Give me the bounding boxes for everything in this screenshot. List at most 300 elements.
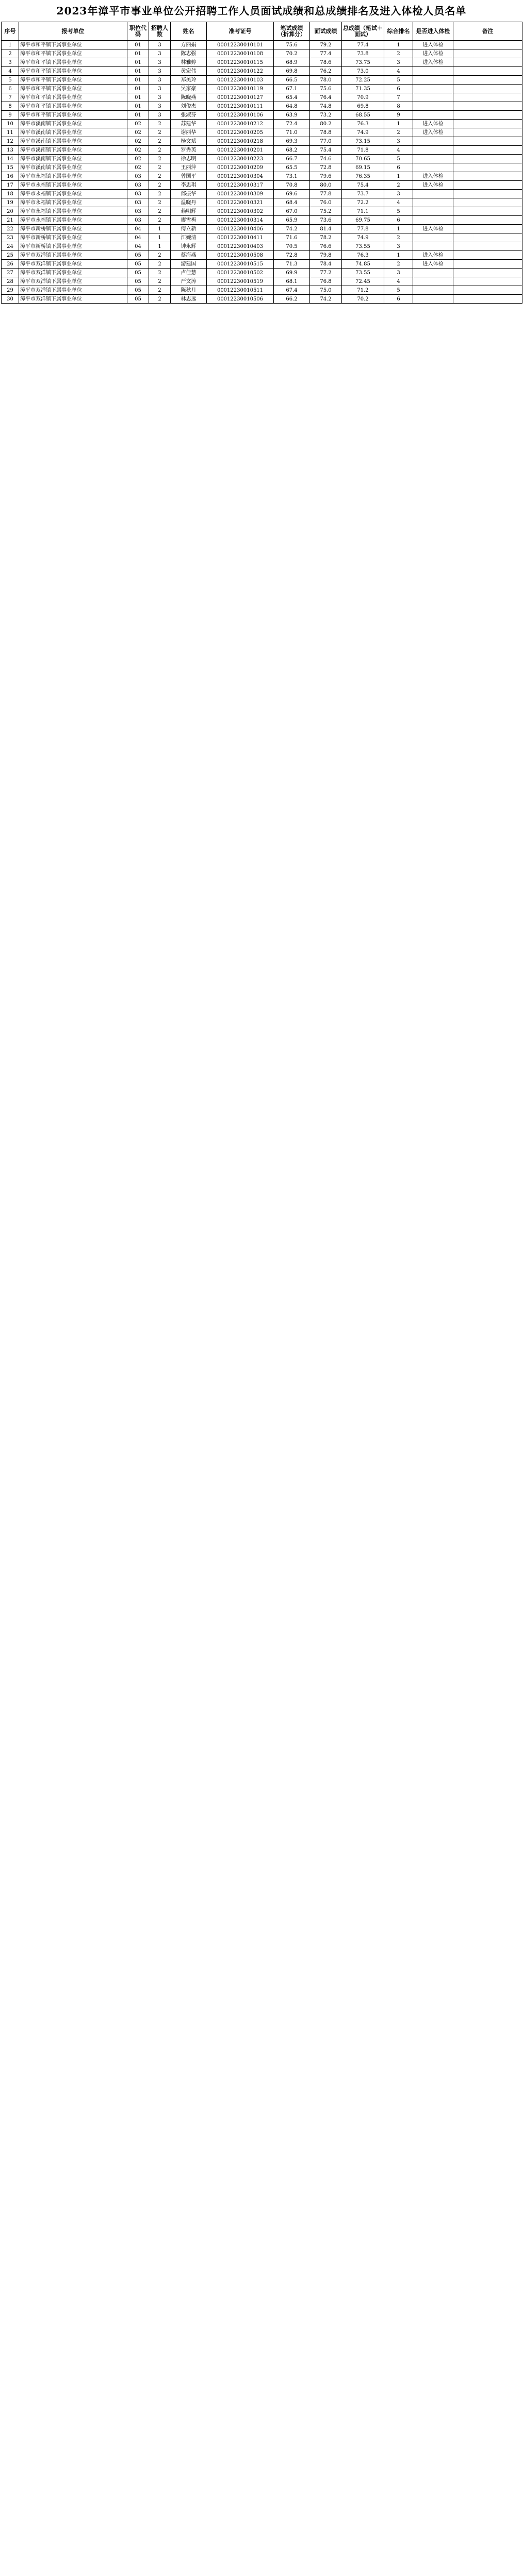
- cell-col-remark: [453, 286, 522, 295]
- cell-col-unit: 漳平市双洋镇下属事业单位: [19, 286, 127, 295]
- cell-col-remark: [453, 49, 522, 58]
- cell-col-total: 68.55: [342, 111, 384, 120]
- cell-col-unit: 漳平市和平镇下属事业单位: [19, 58, 127, 67]
- cell-col-total: 76.3: [342, 120, 384, 128]
- cell-col-seq: 10: [2, 120, 19, 128]
- cell-col-seq: 22: [2, 225, 19, 233]
- cell-col-interview: 73.6: [310, 216, 342, 225]
- cell-col-interview: 76.6: [310, 242, 342, 251]
- table-row: [2, 85, 522, 93]
- cell-col-rank: 3: [384, 58, 413, 67]
- cell-col-written: 68.2: [274, 146, 310, 155]
- cell-col-seq: 20: [2, 207, 19, 216]
- cell-col-written: 73.1: [274, 172, 310, 181]
- cell-col-code: 04: [127, 225, 149, 233]
- cell-col-count: 2: [149, 155, 171, 163]
- cell-col-interview: 78.8: [310, 128, 342, 137]
- cell-col-physical: [413, 93, 453, 102]
- cell-col-name: 邱振华: [171, 190, 207, 198]
- cell-col-physical: [413, 137, 453, 146]
- cell-col-unit: 漳平市和平镇下属事业单位: [19, 41, 127, 49]
- cell-col-total: 69.8: [342, 102, 384, 111]
- cell-col-name: 温晓丹: [171, 198, 207, 207]
- cell-col-rank: 1: [384, 120, 413, 128]
- cell-col-rank: 5: [384, 76, 413, 85]
- cell-col-unit: 漳平市永福镇下属事业单位: [19, 216, 127, 225]
- cell-col-total: 71.8: [342, 146, 384, 155]
- cell-col-remark: [453, 269, 522, 277]
- cell-col-interview: 79.6: [310, 172, 342, 181]
- cell-col-rank: 3: [384, 190, 413, 198]
- table-row: [2, 120, 522, 128]
- cell-col-physical: [413, 216, 453, 225]
- cell-col-physical: [413, 163, 453, 172]
- cell-col-code: 03: [127, 181, 149, 190]
- table-row: [2, 49, 522, 58]
- cell-col-seq: 2: [2, 49, 19, 58]
- cell-col-code: 02: [127, 128, 149, 137]
- cell-col-remark: [453, 181, 522, 190]
- cell-col-written: 69.3: [274, 137, 310, 146]
- cell-col-physical: [413, 102, 453, 111]
- cell-col-ticket: 00012230010508: [207, 251, 274, 260]
- cell-col-ticket: 00012230010515: [207, 260, 274, 269]
- cell-col-written: 72.8: [274, 251, 310, 260]
- cell-col-written: 68.1: [274, 277, 310, 286]
- cell-col-written: 67.0: [274, 207, 310, 216]
- cell-col-count: 2: [149, 286, 171, 295]
- cell-col-seq: 17: [2, 181, 19, 190]
- cell-col-code: 01: [127, 58, 149, 67]
- cell-col-code: 01: [127, 111, 149, 120]
- cell-col-physical: [413, 76, 453, 85]
- cell-col-unit: 漳平市永福镇下属事业单位: [19, 198, 127, 207]
- cell-col-unit: 漳平市和平镇下属事业单位: [19, 111, 127, 120]
- cell-col-physical: [413, 295, 453, 304]
- cell-col-code: 02: [127, 163, 149, 172]
- cell-col-interview: 75.2: [310, 207, 342, 216]
- cell-col-ticket: 00012230010511: [207, 286, 274, 295]
- cell-col-total: 69.75: [342, 216, 384, 225]
- cell-col-count: 2: [149, 137, 171, 146]
- cell-col-seq: 5: [2, 76, 19, 85]
- cell-col-ticket: 00012230010302: [207, 207, 274, 216]
- cell-col-code: 01: [127, 67, 149, 76]
- cell-col-count: 3: [149, 76, 171, 85]
- cell-col-seq: 21: [2, 216, 19, 225]
- table-row: [2, 207, 522, 216]
- cell-col-unit: 漳平市新桥镇下属事业单位: [19, 225, 127, 233]
- cell-col-code: 01: [127, 102, 149, 111]
- cell-col-written: 66.7: [274, 155, 310, 163]
- cell-col-remark: [453, 260, 522, 269]
- cell-col-total: 74.9: [342, 233, 384, 242]
- cell-col-name: 谢丽华: [171, 128, 207, 137]
- cell-col-physical: [413, 111, 453, 120]
- cell-col-name: 苏建华: [171, 120, 207, 128]
- header-col-count: 招聘人数: [149, 22, 171, 41]
- cell-col-seq: 23: [2, 233, 19, 242]
- cell-col-written: 63.9: [274, 111, 310, 120]
- cell-col-count: 2: [149, 163, 171, 172]
- cell-col-ticket: 00012230010411: [207, 233, 274, 242]
- cell-col-interview: 80.2: [310, 120, 342, 128]
- cell-col-rank: 4: [384, 67, 413, 76]
- table-body: [2, 41, 522, 304]
- cell-col-written: 69.6: [274, 190, 310, 198]
- table-row: [2, 137, 522, 146]
- cell-col-total: 76.3: [342, 251, 384, 260]
- cell-col-code: 02: [127, 146, 149, 155]
- cell-col-remark: [453, 233, 522, 242]
- table-row: [2, 242, 522, 251]
- cell-col-count: 3: [149, 85, 171, 93]
- cell-col-ticket: 00012230010108: [207, 49, 274, 58]
- table-row: [2, 76, 522, 85]
- cell-col-interview: 79.2: [310, 41, 342, 49]
- cell-col-unit: 漳平市溪南镇下属事业单位: [19, 163, 127, 172]
- cell-col-remark: [453, 67, 522, 76]
- cell-col-ticket: 00012230010122: [207, 67, 274, 76]
- cell-col-code: 01: [127, 41, 149, 49]
- cell-col-remark: [453, 163, 522, 172]
- cell-col-total: 73.55: [342, 242, 384, 251]
- cell-col-seq: 1: [2, 41, 19, 49]
- cell-col-physical: 进入体检: [413, 251, 453, 260]
- cell-col-physical: [413, 286, 453, 295]
- cell-col-physical: [413, 146, 453, 155]
- cell-col-name: 刘俊杰: [171, 102, 207, 111]
- cell-col-ticket: 00012230010317: [207, 181, 274, 190]
- cell-col-written: 66.5: [274, 76, 310, 85]
- cell-col-code: 03: [127, 207, 149, 216]
- cell-col-rank: 2: [384, 181, 413, 190]
- cell-col-code: 02: [127, 137, 149, 146]
- cell-col-total: 75.4: [342, 181, 384, 190]
- table-row: [2, 41, 522, 49]
- cell-col-physical: [413, 190, 453, 198]
- cell-col-total: 77.4: [342, 41, 384, 49]
- cell-col-total: 72.45: [342, 277, 384, 286]
- cell-col-interview: 78.0: [310, 76, 342, 85]
- cell-col-count: 2: [149, 190, 171, 198]
- table-row: [2, 102, 522, 111]
- cell-col-code: 02: [127, 155, 149, 163]
- cell-col-total: 71.35: [342, 85, 384, 93]
- cell-col-count: 2: [149, 260, 171, 269]
- cell-col-total: 70.65: [342, 155, 384, 163]
- header-col-physical: 是否进入体检: [413, 22, 453, 41]
- table-row: [2, 277, 522, 286]
- cell-col-rank: 2: [384, 260, 413, 269]
- cell-col-written: 64.8: [274, 102, 310, 111]
- cell-col-name: 张淑芬: [171, 111, 207, 120]
- cell-col-code: 01: [127, 49, 149, 58]
- cell-col-ticket: 00012230010304: [207, 172, 274, 181]
- cell-col-code: 05: [127, 269, 149, 277]
- cell-col-seq: 29: [2, 286, 19, 295]
- results-table: [1, 22, 522, 304]
- cell-col-seq: 13: [2, 146, 19, 155]
- cell-col-total: 70.2: [342, 295, 384, 304]
- cell-col-code: 03: [127, 216, 149, 225]
- cell-col-physical: [413, 242, 453, 251]
- header-col-total: 总成绩（笔试＋面试）: [342, 22, 384, 41]
- cell-col-remark: [453, 207, 522, 216]
- cell-col-count: 1: [149, 225, 171, 233]
- cell-col-code: 02: [127, 120, 149, 128]
- cell-col-count: 2: [149, 216, 171, 225]
- cell-col-name: 曾国平: [171, 172, 207, 181]
- cell-col-written: 65.4: [274, 93, 310, 102]
- cell-col-code: 01: [127, 93, 149, 102]
- header-col-interview: 面试成绩: [310, 22, 342, 41]
- cell-col-rank: 4: [384, 277, 413, 286]
- cell-col-total: 73.75: [342, 58, 384, 67]
- cell-col-seq: 6: [2, 85, 19, 93]
- cell-col-total: 71.2: [342, 286, 384, 295]
- cell-col-remark: [453, 146, 522, 155]
- cell-col-remark: [453, 102, 522, 111]
- cell-col-seq: 16: [2, 172, 19, 181]
- cell-col-name: 蔡海燕: [171, 251, 207, 260]
- cell-col-count: 3: [149, 111, 171, 120]
- cell-col-name: 陈晓燕: [171, 93, 207, 102]
- cell-col-unit: 漳平市溪南镇下属事业单位: [19, 128, 127, 137]
- cell-col-written: 75.6: [274, 41, 310, 49]
- cell-col-ticket: 00012230010502: [207, 269, 274, 277]
- cell-col-interview: 75.0: [310, 286, 342, 295]
- cell-col-unit: 漳平市和平镇下属事业单位: [19, 85, 127, 93]
- cell-col-seq: 11: [2, 128, 19, 137]
- cell-col-physical: 进入体检: [413, 41, 453, 49]
- cell-col-seq: 30: [2, 295, 19, 304]
- table-header-row: [2, 22, 522, 41]
- cell-col-code: 05: [127, 251, 149, 260]
- cell-col-ticket: 00012230010218: [207, 137, 274, 146]
- cell-col-rank: 7: [384, 93, 413, 102]
- cell-col-seq: 3: [2, 58, 19, 67]
- cell-col-unit: 漳平市永福镇下属事业单位: [19, 181, 127, 190]
- header-col-written: 笔试成绩（折算分）: [274, 22, 310, 41]
- cell-col-total: 73.55: [342, 269, 384, 277]
- cell-col-physical: [413, 269, 453, 277]
- cell-col-name: 陈志强: [171, 49, 207, 58]
- cell-col-seq: 8: [2, 102, 19, 111]
- cell-col-count: 2: [149, 198, 171, 207]
- cell-col-unit: 漳平市溪南镇下属事业单位: [19, 155, 127, 163]
- cell-col-code: 04: [127, 242, 149, 251]
- cell-col-ticket: 00012230010209: [207, 163, 274, 172]
- cell-col-ticket: 00012230010314: [207, 216, 274, 225]
- cell-col-interview: 80.0: [310, 181, 342, 190]
- table-row: [2, 172, 522, 181]
- cell-col-interview: 79.8: [310, 251, 342, 260]
- cell-col-seq: 19: [2, 198, 19, 207]
- cell-col-total: 76.35: [342, 172, 384, 181]
- cell-col-rank: 3: [384, 137, 413, 146]
- cell-col-remark: [453, 216, 522, 225]
- cell-col-count: 3: [149, 93, 171, 102]
- cell-col-seq: 26: [2, 260, 19, 269]
- table-row: [2, 260, 522, 269]
- cell-col-count: 2: [149, 295, 171, 304]
- cell-col-unit: 漳平市和平镇下属事业单位: [19, 67, 127, 76]
- header-col-name: 姓名: [171, 22, 207, 41]
- cell-col-total: 72.2: [342, 198, 384, 207]
- cell-col-rank: 9: [384, 111, 413, 120]
- cell-col-ticket: 00012230010115: [207, 58, 274, 67]
- cell-col-count: 2: [149, 269, 171, 277]
- cell-col-ticket: 00012230010106: [207, 111, 274, 120]
- cell-col-interview: 73.2: [310, 111, 342, 120]
- cell-col-interview: 77.0: [310, 137, 342, 146]
- cell-col-unit: 漳平市双洋镇下属事业单位: [19, 251, 127, 260]
- cell-col-remark: [453, 251, 522, 260]
- cell-col-unit: 漳平市和平镇下属事业单位: [19, 102, 127, 111]
- header-col-seq: 序号: [2, 22, 19, 41]
- cell-col-name: 赖明辉: [171, 207, 207, 216]
- cell-col-physical: 进入体检: [413, 181, 453, 190]
- cell-col-rank: 6: [384, 85, 413, 93]
- cell-col-seq: 7: [2, 93, 19, 102]
- cell-col-rank: 1: [384, 225, 413, 233]
- cell-col-written: 67.1: [274, 85, 310, 93]
- cell-col-unit: 漳平市双洋镇下属事业单位: [19, 269, 127, 277]
- cell-col-rank: 5: [384, 155, 413, 163]
- cell-col-physical: 进入体检: [413, 225, 453, 233]
- cell-col-written: 70.2: [274, 49, 310, 58]
- cell-col-interview: 76.0: [310, 198, 342, 207]
- table-row: [2, 251, 522, 260]
- cell-col-rank: 1: [384, 41, 413, 49]
- table-row: [2, 295, 522, 304]
- cell-col-physical: [413, 85, 453, 93]
- cell-col-seq: 28: [2, 277, 19, 286]
- cell-col-unit: 漳平市双洋镇下属事业单位: [19, 260, 127, 269]
- cell-col-name: 方丽娟: [171, 41, 207, 49]
- cell-col-interview: 78.2: [310, 233, 342, 242]
- cell-col-code: 03: [127, 198, 149, 207]
- cell-col-total: 74.9: [342, 128, 384, 137]
- cell-col-ticket: 00012230010403: [207, 242, 274, 251]
- table-row: [2, 225, 522, 233]
- cell-col-code: 03: [127, 190, 149, 198]
- cell-col-interview: 75.4: [310, 146, 342, 155]
- cell-col-written: 71.3: [274, 260, 310, 269]
- cell-col-physical: 进入体检: [413, 58, 453, 67]
- header-col-code: 职位代码: [127, 22, 149, 41]
- cell-col-unit: 漳平市和平镇下属事业单位: [19, 76, 127, 85]
- cell-col-ticket: 00012230010321: [207, 198, 274, 207]
- cell-col-unit: 漳平市新桥镇下属事业单位: [19, 233, 127, 242]
- cell-col-count: 3: [149, 41, 171, 49]
- cell-col-code: 03: [127, 172, 149, 181]
- cell-col-remark: [453, 41, 522, 49]
- cell-col-count: 2: [149, 277, 171, 286]
- cell-col-rank: 3: [384, 242, 413, 251]
- table-row: [2, 190, 522, 198]
- table-row: [2, 286, 522, 295]
- cell-col-count: 1: [149, 233, 171, 242]
- cell-col-rank: 2: [384, 49, 413, 58]
- cell-col-count: 2: [149, 181, 171, 190]
- cell-col-ticket: 00012230010223: [207, 155, 274, 163]
- cell-col-seq: 24: [2, 242, 19, 251]
- header-col-ticket: 准考证号: [207, 22, 274, 41]
- cell-col-remark: [453, 137, 522, 146]
- cell-col-physical: 进入体检: [413, 172, 453, 181]
- document-page: [0, 0, 523, 304]
- cell-col-physical: [413, 155, 453, 163]
- cell-col-written: 74.2: [274, 225, 310, 233]
- cell-col-physical: [413, 67, 453, 76]
- cell-col-rank: 6: [384, 163, 413, 172]
- header-col-unit: 报考单位: [19, 22, 127, 41]
- cell-col-interview: 74.2: [310, 295, 342, 304]
- cell-col-total: 73.8: [342, 49, 384, 58]
- cell-col-rank: 2: [384, 128, 413, 137]
- cell-col-seq: 27: [2, 269, 19, 277]
- table-row: [2, 58, 522, 67]
- cell-col-unit: 漳平市永福镇下属事业单位: [19, 207, 127, 216]
- cell-col-count: 3: [149, 49, 171, 58]
- cell-col-total: 73.15: [342, 137, 384, 146]
- cell-col-interview: 72.8: [310, 163, 342, 172]
- cell-col-physical: 进入体检: [413, 120, 453, 128]
- cell-col-written: 70.8: [274, 181, 310, 190]
- cell-col-count: 2: [149, 172, 171, 181]
- cell-col-name: 李思琪: [171, 181, 207, 190]
- table-row: [2, 163, 522, 172]
- cell-col-remark: [453, 85, 522, 93]
- cell-col-name: 江婉清: [171, 233, 207, 242]
- cell-col-rank: 6: [384, 216, 413, 225]
- cell-col-seq: 4: [2, 67, 19, 76]
- cell-col-rank: 8: [384, 102, 413, 111]
- cell-col-written: 68.4: [274, 198, 310, 207]
- cell-col-rank: 4: [384, 198, 413, 207]
- cell-col-total: 70.9: [342, 93, 384, 102]
- cell-col-ticket: 00012230010111: [207, 102, 274, 111]
- cell-col-remark: [453, 93, 522, 102]
- cell-col-physical: 进入体检: [413, 260, 453, 269]
- cell-col-written: 71.6: [274, 233, 310, 242]
- cell-col-code: 05: [127, 286, 149, 295]
- cell-col-total: 73.0: [342, 67, 384, 76]
- document-title: 2023年漳平市事业单位公开招聘工作人员面试成绩和总成绩排名及进入体检人员名单: [56, 5, 467, 17]
- cell-col-count: 3: [149, 67, 171, 76]
- cell-col-unit: 漳平市和平镇下属事业单位: [19, 49, 127, 58]
- cell-col-physical: [413, 198, 453, 207]
- cell-col-written: 70.5: [274, 242, 310, 251]
- cell-col-physical: 进入体检: [413, 49, 453, 58]
- cell-col-rank: 1: [384, 251, 413, 260]
- cell-col-name: 陈秋月: [171, 286, 207, 295]
- cell-col-written: 65.9: [274, 216, 310, 225]
- cell-col-code: 05: [127, 260, 149, 269]
- cell-col-written: 71.0: [274, 128, 310, 137]
- cell-col-written: 68.9: [274, 58, 310, 67]
- cell-col-remark: [453, 155, 522, 163]
- cell-col-interview: 76.8: [310, 277, 342, 286]
- cell-col-total: 73.7: [342, 190, 384, 198]
- cell-col-interview: 74.8: [310, 102, 342, 111]
- cell-col-code: 04: [127, 233, 149, 242]
- table-row: [2, 198, 522, 207]
- cell-col-code: 05: [127, 295, 149, 304]
- cell-col-rank: 1: [384, 172, 413, 181]
